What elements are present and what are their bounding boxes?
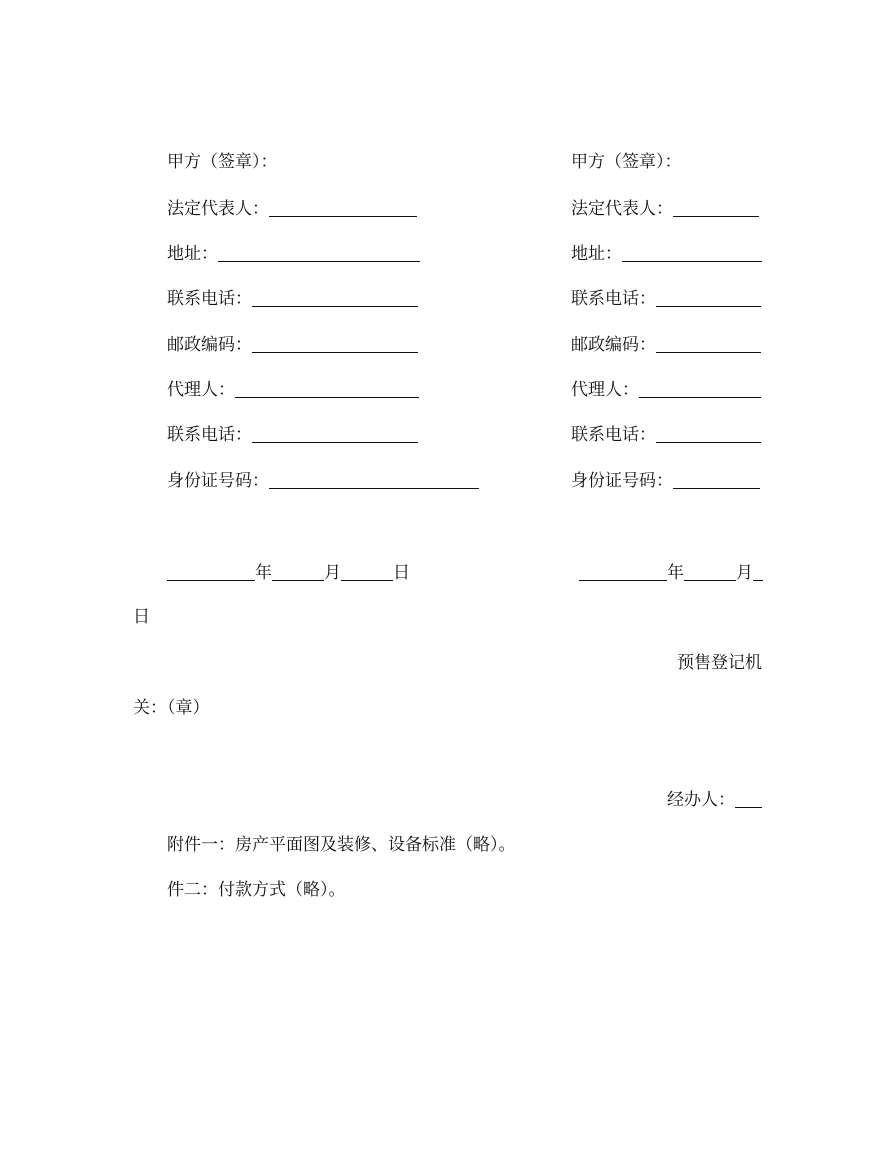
right-date-day-wrapped <box>133 606 150 628</box>
attachment-item-2 <box>167 879 346 901</box>
right-party-title <box>571 151 682 173</box>
left-phone-label: 联系电话： <box>167 289 252 309</box>
left-year-label: 年 <box>255 563 272 583</box>
right-phone-field <box>571 288 761 310</box>
left-postcode-field <box>167 334 418 356</box>
right-date-line <box>579 562 763 584</box>
right-phone2-label: 联系电话： <box>571 425 656 445</box>
left-address-blank[interactable] <box>218 243 420 262</box>
right-year-blank[interactable] <box>579 562 667 581</box>
right-legal-rep-label: 法定代表人： <box>571 199 673 219</box>
right-month-label: 月 <box>736 563 753 583</box>
attachment-item-2-text: 件二：付款方式（略）。 <box>167 880 346 900</box>
right-postcode-label: 邮政编码： <box>571 335 656 355</box>
left-day-blank[interactable] <box>341 562 393 581</box>
left-party-title <box>167 151 278 173</box>
right-postcode-field <box>571 334 761 356</box>
left-postcode-blank[interactable] <box>252 334 418 353</box>
registration-line1-text: 预售登记机 <box>677 653 762 673</box>
registration-line2-text: 关：（章） <box>133 698 210 718</box>
left-phone2-label: 联系电话： <box>167 425 252 445</box>
right-day-blank[interactable] <box>753 562 763 581</box>
right-agent-label: 代理人： <box>571 380 639 400</box>
left-id-blank[interactable] <box>269 470 479 489</box>
left-party-title-text: 甲方（签章）： <box>167 152 278 172</box>
left-phone2-blank[interactable] <box>252 424 418 443</box>
right-legal-rep-field <box>571 198 759 220</box>
right-day-label: 日 <box>133 607 150 627</box>
right-id-label: 身份证号码： <box>571 471 673 491</box>
left-phone-blank[interactable] <box>252 288 418 307</box>
right-phone2-field <box>571 424 761 446</box>
right-phone-blank[interactable] <box>656 288 761 307</box>
left-agent-blank[interactable] <box>235 379 419 398</box>
left-date-line <box>167 562 410 584</box>
handler-line <box>667 789 762 811</box>
left-legal-rep-label: 法定代表人： <box>167 199 269 219</box>
left-id-field <box>167 470 479 492</box>
right-address-label: 地址： <box>571 244 622 264</box>
right-postcode-blank[interactable] <box>656 334 761 353</box>
right-year-label: 年 <box>667 563 684 583</box>
right-party-title-text: 甲方（签章）： <box>571 152 682 172</box>
right-legal-rep-blank[interactable] <box>673 198 759 217</box>
right-address-field <box>571 243 762 265</box>
left-postcode-label: 邮政编码： <box>167 335 252 355</box>
right-phone-label: 联系电话： <box>571 289 656 309</box>
left-phone-field <box>167 288 418 310</box>
right-id-field <box>571 470 760 492</box>
left-agent-label: 代理人： <box>167 380 235 400</box>
left-legal-rep-blank[interactable] <box>269 198 417 217</box>
right-id-blank[interactable] <box>673 470 760 489</box>
right-agent-field <box>571 379 761 401</box>
registration-line1 <box>677 652 762 674</box>
handler-blank[interactable] <box>735 789 762 808</box>
left-phone2-field <box>167 424 418 446</box>
left-month-label: 月 <box>324 563 341 583</box>
left-year-blank[interactable] <box>167 562 255 581</box>
left-address-field <box>167 243 420 265</box>
left-agent-field <box>167 379 419 401</box>
left-month-blank[interactable] <box>272 562 324 581</box>
left-id-label: 身份证号码： <box>167 471 269 491</box>
right-address-blank[interactable] <box>622 243 762 262</box>
right-phone2-blank[interactable] <box>656 424 761 443</box>
attachment-item-1 <box>167 834 516 856</box>
handler-label: 经办人： <box>667 790 735 810</box>
left-address-label: 地址： <box>167 244 218 264</box>
attachment-item-1-text: 附件一：房产平面图及装修、设备标准（略）。 <box>167 835 516 855</box>
left-day-label: 日 <box>393 563 410 583</box>
left-legal-rep-field <box>167 198 417 220</box>
right-agent-blank[interactable] <box>639 379 761 398</box>
right-month-blank[interactable] <box>684 562 736 581</box>
registration-line2 <box>133 697 210 719</box>
